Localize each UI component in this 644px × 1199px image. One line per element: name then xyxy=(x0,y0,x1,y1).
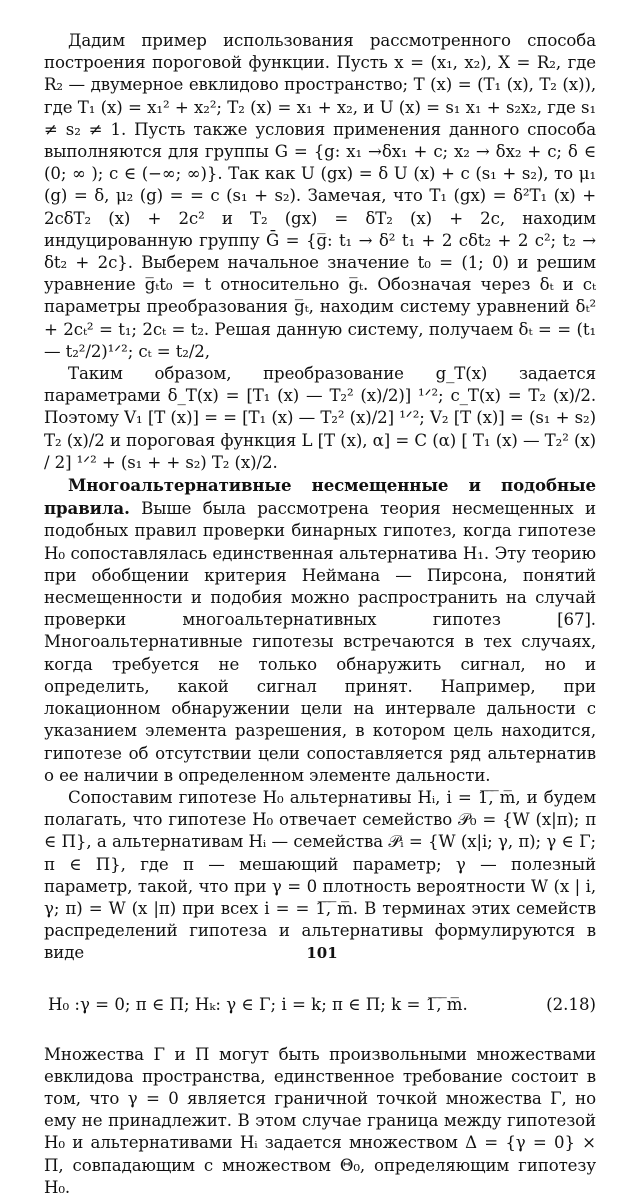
paragraph-threshold-function: Таким образом, преобразование g_T(x) задается параметрами δ_T(x) = [T₁ (x) — T₂² (x)/2)] ¹ᐟ²; c_T(x) = T₂ (x)/2. Поэтому V₁ [T (x)] = = [T₁ (x) — T₂² (x)/2] ¹ᐟ²; V₂ [T (x)] = (s₁ + s₂) T₂ (x)/2 и пороговая функция L [T (x), α] = C (α) [ T₁ (x) — T₂² (x) / 2] ¹ᐟ² + (s₁ + + s₂) T₂ (x)/2. xyxy=(44,364,596,472)
equation-body: H₀ :γ = 0; π ∈ Π; Hₖ: γ ∈ Γ; i = k; π ∈ Π; k = 1̅,̅ ̅m̅. xyxy=(48,994,468,1014)
section-heading: Многоальтернативные несмещенные и подобные правила. xyxy=(44,475,596,519)
equation-number: (2.18) xyxy=(546,994,596,1014)
paragraph-closing: Множества Γ и Π могут быть произвольными множествами евклидова пространства, единственное требование состоит в том, что γ = 0 является граничной точкой множества Γ, но ему не принадлежит. В этом случае граница между гипотезой H₀ и альтернативами Hᵢ задается множеством Δ = {γ = 0} × Π, совпадающим с множеством Θ₀, определяющим гипотезу H₀. xyxy=(44,1044,596,1197)
equation-2-18 xyxy=(44,995,596,1014)
paragraph-multialternative xyxy=(44,474,596,787)
section-body: Выше была рассмотрена теория несмещенных и подобных правил проверки бинарных гипотез, когда гипотезе H₀ сопоставлялась единственная альтернатива H₁. Эту теорию при обобщении критерия Неймана — Пирсона, понятий несмещенности и подобия можно распространить на случай проверки многоальтернативных гипотез [67]. Многоальтернативные гипотезы встречаются в тех случаях, когда требуется не только обнаружить сигнал, но и определить, какой сигнал принят. Например, при локационном обнаружении цели на интервале дальности с указанием элемента разрешения, в котором цель находится, гипотезе об отсутствии цели сопоставляется ряд альтернатив о ее наличии в определенном элементе дальности. xyxy=(44,499,596,785)
paragraph-hypotheses: Сопоставим гипотезе H₀ альтернативы Hᵢ, i = 1̅,̅ ̅m̅, и будем полагать, что гипотезе H₀ отвечает семейство 𝒫₀ = {W (x|π); π ∈ Π}, а альтернативам Hᵢ — семейства 𝒫ᵢ = {W (x|i; γ, π); γ ∈ Γ; π ∈ Π}, где π — мешающий параметр; γ — полезный параметр, такой, что при γ = 0 плотность вероятности W (x | i, γ; π) = W (x |π) при всех i = = 1̅,̅ ̅m̅. В терминах этих семейств распределений гипотеза и альтернативы формулируются в виде xyxy=(44,787,596,963)
paragraph-example: Дадим пример использования рассмотренного способа построения пороговой функции. Пусть x = (x₁, x₂), X = R₂, где R₂ — двумерное евклидово пространство; T (x) = (T₁ (x), T₂ (x)), где T₁ (x) = x₁² + x₂²; T₂ (x) = x₁ + x₂, и U (x) = s₁ x₁ + s₂x₂, где s₁ ≠ s₂ ≠ 1. Пусть также условия применения данного способа выполняются для группы G = {g: x₁ →δx₁ + c; x₂ → δx₂ + c; δ ∈ (0; ∞ ); c ∈ (−∞; ∞)}. Так как U (gx) = δ U (x) + c (s₁ + s₂), то μ₁ (g) = δ, μ₂ (g) = = c (s₁ + s₂). Замечая, что T₁ (gx) = δ²T₁ (x) + 2cδT₂ (x) + 2c² и T₂ (gx) = δT₂ (x) + 2c, находим индуцированную группу Ḡ = {g̅: t₁ → δ² t₁ + 2 cδt₂ + 2 c²; t₂ → δt₂ + 2c}. Выберем начальное значение t₀ = (1; 0) и решим уравнение g̅ₜt₀ = t относительно g̅ₜ. Обозначая через δₜ и cₜ параметры преобразования g̅ₜ, находим систему уравнений δₜ² + 2cₜ² = t₁; 2cₜ = t₂. Решая данную систему, получаем δₜ = = (t₁ — t₂²/2)¹ᐟ²; cₜ = t₂/2, xyxy=(44,31,596,361)
page-number: 101 xyxy=(306,944,338,962)
